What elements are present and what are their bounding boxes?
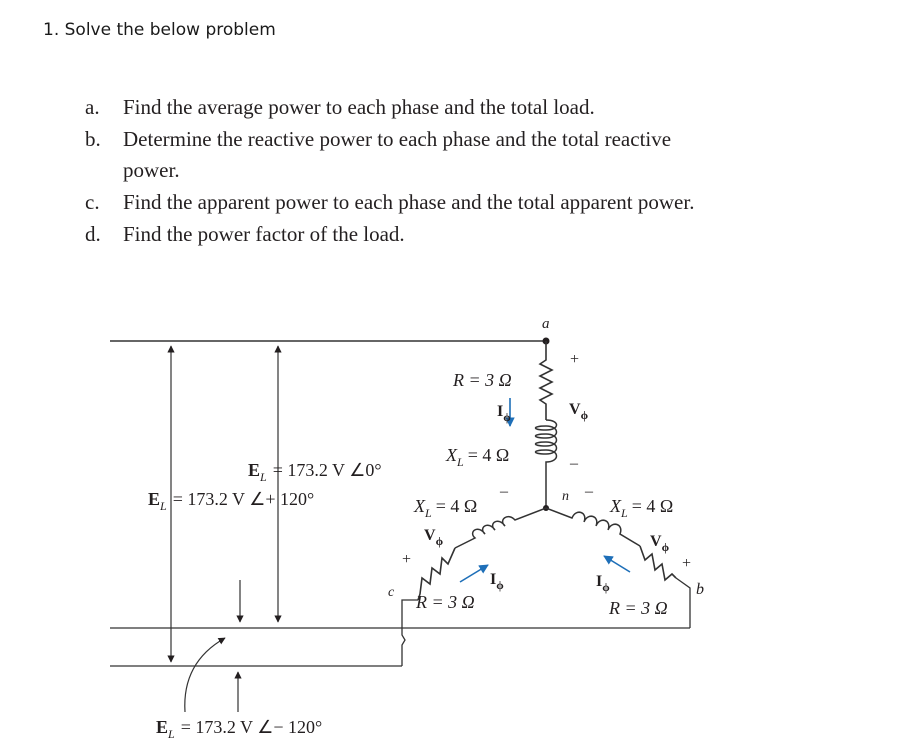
- question-text: Find the apparent power to each phase and the total apparent power.: [123, 190, 695, 214]
- node-a-label: a: [542, 316, 550, 332]
- el-bc-label: $E_L = 173.2$ V ∠− 120°: [156, 717, 323, 741]
- phase-c-reactance-label: $X_L = 4$ Ω: [414, 496, 478, 520]
- question-letter: b.: [85, 127, 101, 151]
- phase-b-reactance-label: $X_L = 4$ Ω: [610, 496, 674, 520]
- phase-b-voltage-label: $V_\phi$: [650, 533, 670, 554]
- phase-b-current-label: $I_\phi$: [596, 573, 610, 594]
- node-n-label: n: [562, 489, 569, 504]
- node-c-label: c: [388, 585, 395, 600]
- phase-b-minus: –: [585, 483, 593, 500]
- question-letter: d.: [85, 222, 101, 246]
- problem-heading: 1. Solve the below problem: [43, 20, 276, 40]
- question-letter: c.: [85, 190, 100, 214]
- current-c-arrow: [460, 565, 488, 582]
- phase-a-current-label: $I_\phi$: [497, 403, 511, 424]
- question-text: Find the average power to each phase and the total load.: [123, 95, 595, 119]
- phase-a-inductor: [536, 420, 557, 508]
- phase-a-minus: –: [570, 455, 578, 472]
- line-b-connector: [676, 578, 690, 628]
- phase-a-resistor: [540, 341, 552, 420]
- phase-c-voltage-label: $V_\phi$: [424, 527, 444, 548]
- phase-a-plus: +: [570, 351, 580, 368]
- el-ab-label: $E_L = 173.2$ V ∠0°: [248, 460, 382, 484]
- el-ca-label: $E_L = 173.2$ V ∠+ 120°: [148, 489, 315, 513]
- phase-c-current-label: $I_\phi$: [490, 571, 504, 592]
- phase-c-resistance-label: R = 3 Ω: [416, 592, 475, 612]
- el-bc-curve: [185, 638, 225, 712]
- phase-a-reactance-label: $X_L = 4$ Ω: [446, 445, 510, 469]
- question-text: Determine the reactive power to each phase and the total reactive: [123, 127, 672, 151]
- node-b-label: b: [696, 581, 704, 598]
- question-text: Find the power factor of the load.: [123, 222, 405, 246]
- phase-b-resistor: [640, 546, 676, 580]
- phase-c-minus: –: [500, 483, 508, 500]
- phase-a-voltage-label: $V_\phi$: [569, 401, 589, 422]
- phase-b-plus: +: [682, 555, 692, 572]
- phase-b-resistance-label: R = 3 Ω: [609, 598, 668, 618]
- question-letter: a.: [85, 95, 100, 119]
- current-b-arrow: [604, 556, 630, 572]
- question-text-continued: power.: [123, 158, 180, 182]
- phase-a-resistance-label: R = 3 Ω: [453, 370, 512, 390]
- phase-c-plus: +: [402, 551, 412, 568]
